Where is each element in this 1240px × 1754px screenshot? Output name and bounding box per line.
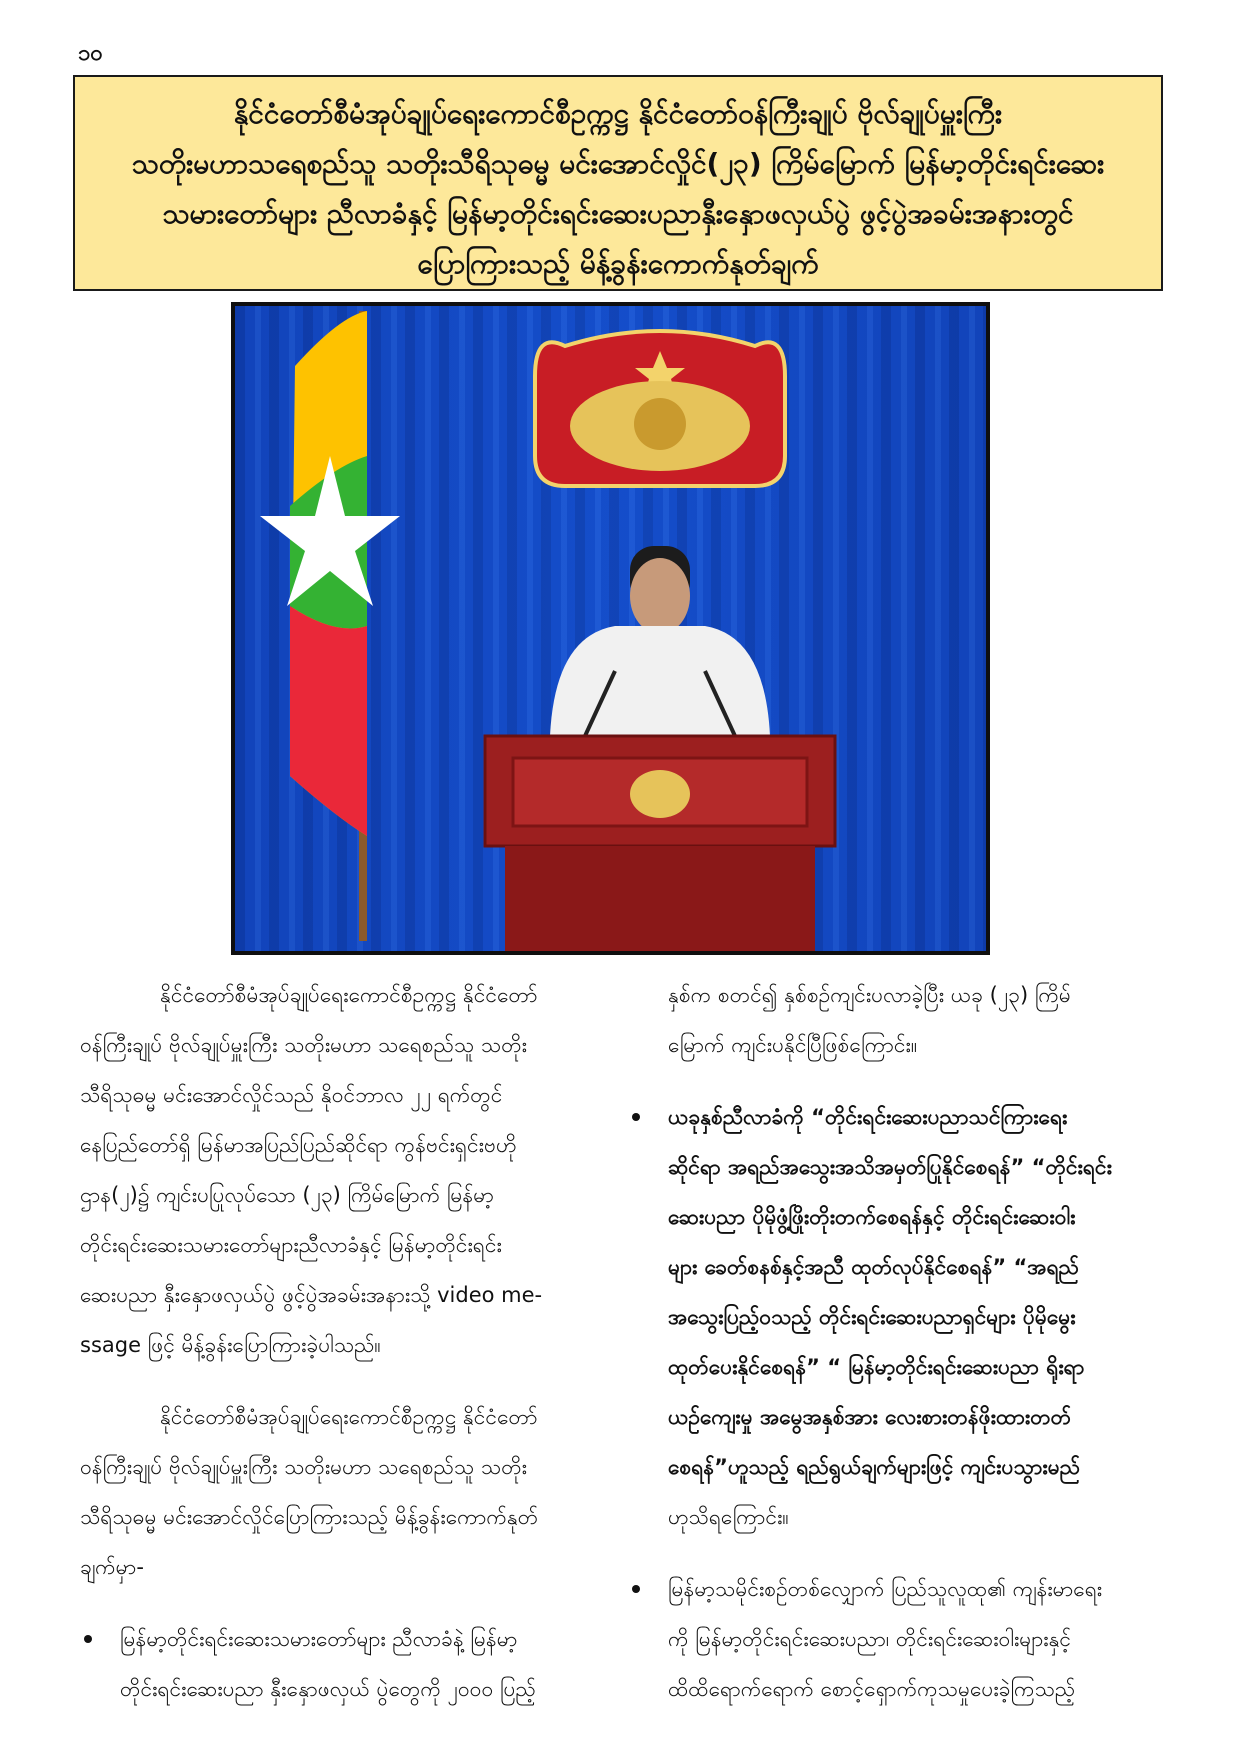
bullet-item: [628, 1092, 1158, 1542]
text-line: ထိထိရောက်ရောက် စောင့်ရှောက်ကုသမှုပေးခဲ့ကြသည့်: [668, 1677, 1076, 1701]
paragraph: [80, 1392, 610, 1592]
text-line: အသွေးပြည့်ဝသည့် တိုင်းရင်းဆေးပညာရှင်များ ပိုမိုမွေး: [668, 1305, 1076, 1329]
text-line: သီရိသုဓမ္မ မင်းအောင်လှိုင်သည် နိုဝင်ဘာလ ၂၂ ရက်တွင်: [80, 1083, 503, 1107]
text-line: ဝန်ကြီးချုပ် ဗိုလ်ချုပ်မှူးကြီး သတိုးမဟာ သရေစည်သူ သတိုး: [80, 1033, 527, 1057]
page-number: ၁၀: [78, 41, 103, 66]
right-column: [628, 970, 1158, 1736]
text-line: ချက်မှာ-: [80, 1555, 144, 1579]
text-line: ssage ဖြင့် မိန့်ခွန်းပြောကြားခဲ့ပါသည်။: [80, 1333, 381, 1357]
speaker-photo-illustration: [235, 306, 986, 951]
text-line: တိုင်းရင်းဆေးပညာ နှီးနှောဖလှယ် ပွဲတွေကို ၂၀၀၀ ပြည့်: [120, 1677, 536, 1701]
paragraph: [80, 970, 610, 1370]
text-line: ဌာန(၂)၌ ကျင်းပပြုလုပ်သော (၂၃) ကြိမ်မြောက် မြန်မာ့: [80, 1183, 494, 1207]
text-line: နေပြည်တော်ရှိ မြန်မာအပြည်ပြည်ဆိုင်ရာ ကွန်ဗင်းရှင်းဗဟို: [80, 1133, 517, 1157]
text-line: များ ခေတ်စနစ်နှင့်အညီ ထုတ်လုပ်နိုင်စေရန်” “အရည်: [668, 1255, 1079, 1279]
text-line: တိုင်းရင်းဆေးသမားတော်များညီလာခံနှင့် မြန်မာ့တိုင်းရင်း: [80, 1233, 502, 1257]
text-line: ယခုနှစ်ညီလာခံကို “တိုင်းရင်းဆေးပညာသင်ကြားရေး: [668, 1105, 1068, 1129]
bullet-icon: [632, 1585, 640, 1593]
title-line: သတိုးမဟာသရေစည်သူ သတိုးသီရိသုဓမ္မ မင်းအောင်လှိုင်(၂၃) ကြိမ်မြောက် မြန်မာ့တိုင်းရင်းဆေး: [131, 147, 1105, 180]
title-line: နိုင်ငံတော်စီမံအုပ်ချုပ်ရေးကောင်စီဥက္ကဋ္ဌ နိုင်ငံတော်ဝန်ကြီးချုပ် ဗိုလ်ချုပ်မှူးကြီး: [233, 97, 1003, 130]
text-line: ဆိုင်ရာ အရည်အသွေးအသိအမှတ်ပြုနိုင်စေရန်” “တိုင်းရင်း: [668, 1155, 1112, 1179]
text-line: ဆေးပညာ နှီးနှောဖလှယ်ပွဲ ဖွင့်ပွဲအခမ်းအနားသို့ video me-: [80, 1283, 543, 1307]
article-title-box: [73, 75, 1163, 291]
bullet-icon: [84, 1635, 92, 1643]
state-emblem: [535, 331, 785, 486]
text-line: ထုတ်ပေးနိုင်စေရန်” “ မြန်မာ့တိုင်းရင်းဆေးပညာ ရိုးရာ: [668, 1355, 1085, 1379]
text-line: ဟုသိရကြောင်း။: [668, 1505, 789, 1529]
text-line: သီရိသုဓမ္မ မင်းအောင်လှိုင်ပြောကြားသည့် မိန့်ခွန်းကောက်နုတ်: [80, 1505, 539, 1529]
text-line: မြန်မာ့တိုင်းရင်းဆေးသမားတော်များ ညီလာခံနဲ့ မြန်မာ့: [120, 1627, 518, 1651]
left-column: [80, 970, 610, 1736]
podium: [485, 736, 835, 951]
text-line: စေရန်”ဟူသည့် ရည်ရွယ်ချက်များဖြင့် ကျင်းပသွားမည်: [668, 1455, 1081, 1479]
text-line: ကို မြန်မာ့တိုင်းရင်းဆေးပညာ၊ တိုင်းရင်းဆေးဝါးများနှင့်: [668, 1627, 1072, 1651]
text-line: နိုင်ငံတော်စီမံအုပ်ချုပ်ရေးကောင်စီဥက္ကဋ္ဌ နိုင်ငံတော်: [160, 983, 538, 1007]
text-line: နိုင်ငံတော်စီမံအုပ်ချုပ်ရေးကောင်စီဥက္ကဋ္ဌ နိုင်ငံတော်: [160, 1405, 538, 1429]
text-line: နှစ်က စတင်၍ နှစ်စဉ်ကျင်းပလာခဲ့ပြီး ယခု (၂၃) ကြိမ်: [668, 983, 1071, 1007]
text-line: ဝန်ကြီးချုပ် ဗိုလ်ချုပ်မှူးကြီး သတိုးမဟာ သရေစည်သူ သတိုး: [80, 1455, 527, 1479]
text-line: မြောက် ကျင်းပနိုင်ပြီဖြစ်ကြောင်း။: [668, 1033, 918, 1057]
text-line: ဆေးပညာ ပိုမိုဖွံ့ဖြိုးတိုးတက်စေရန်နှင့် တိုင်းရင်းဆေးဝါး: [668, 1205, 1076, 1229]
title-line: သမားတော်များ ညီလာခံနှင့် မြန်မာ့တိုင်းရင်းဆေးပညာနှီးနှောဖလှယ်ပွဲ ဖွင့်ပွဲအခမ်းအနားတွင်: [162, 197, 1074, 230]
bullet-item: [628, 1564, 1158, 1714]
bullet-continuation: [628, 970, 1158, 1070]
title-line: ပြောကြားသည့် မိန့်ခွန်းကောက်နုတ်ချက်: [417, 247, 819, 280]
text-line: ယဉ်ကျေးမှု အမွေအနှစ်အား လေးစားတန်ဖိုးထားတတ်: [668, 1405, 1072, 1429]
bullet-item: [80, 1614, 610, 1714]
text-line: မြန်မာ့သမိုင်းစဉ်တစ်လျှောက် ပြည်သူလူထု၏ ကျန်းမာရေး: [668, 1577, 1103, 1601]
bullet-icon: [632, 1113, 640, 1121]
article-photo: [231, 302, 990, 955]
